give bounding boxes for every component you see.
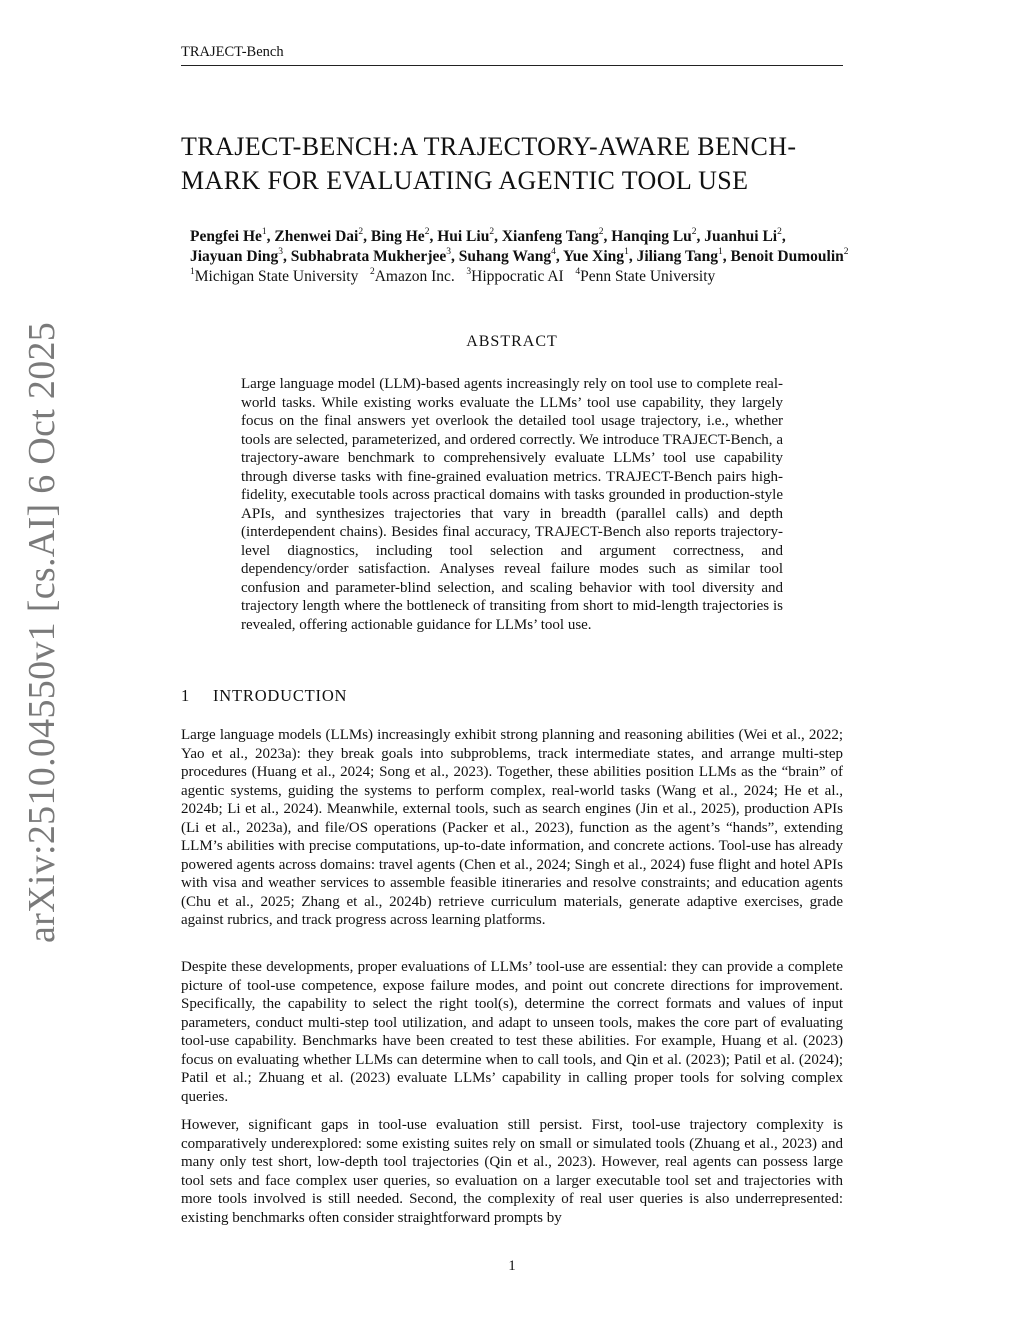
author-name: Zhenwei Dai	[274, 228, 359, 245]
affiliation-mark: 2	[369, 266, 375, 277]
author-affiliation-mark: 2	[424, 226, 430, 237]
author-separator: ,	[283, 248, 291, 265]
abstract-heading: ABSTRACT	[466, 333, 558, 350]
author-separator: ,	[781, 228, 786, 245]
author-affiliation-mark: 2	[843, 246, 849, 257]
abstract-text: Large language model (LLM)-based agents increasingly rely on tool use to complete real-world tasks. While existing works evaluate the LLMs’ tool use capability, they largely focus on the final answers yet overlook the detailed tool usage trajectory, i.e., whether tools are selected, parameterized, and ordered correctly. We introduce TRAJECT-Bench, a trajectory-aware benchmark to comprehensively evaluate LLMs’ tool use capability through diverse tasks with fine-grained evaluation metrics. TRAJECT-Bench pairs high-fidelity, executable tools across practical domains with tasks grounded in production-style APIs, and synthesizes trajectories that vary in breadth (parallel calls) and depth (interdependent chains). Besides final accuracy, TRAJECT-Bench also reports trajectory-level diagnostics, including tool selection and argument correctness, and dependency/order satisfaction. Analyses reveal failure modes such as similar tool confusion and parameter-blind selection, and scaling behavior with tool diversity and trajectory length where the bottleneck of transiting from short to mid-length trajectories is revealed, offering actionable guidance for LLMs’ tool use.	[241, 376, 783, 633]
author-name: Xianfeng Tang	[501, 228, 599, 245]
author-name: Juanhui Li	[704, 228, 778, 245]
arxiv-identifier-stamp: arXiv:2510.04550v1 [cs.AI] 6 Oct 2025	[21, 321, 63, 943]
author-name: Hui Liu	[437, 228, 490, 245]
author-affiliation-mark: 2	[358, 226, 364, 237]
author-name: Jiayuan Ding	[190, 248, 279, 265]
header-rule	[181, 65, 843, 66]
section-title: INTRODUCTION	[213, 686, 348, 705]
affiliation-name: Hippocratic AI	[471, 268, 564, 285]
author-name: Bing He	[370, 228, 425, 245]
page-number: 1	[508, 1258, 516, 1274]
author-name: Subhabrata Mukherjee	[290, 248, 447, 265]
author-name: Hanqing Lu	[611, 228, 692, 245]
author-affiliation-mark: 1	[717, 246, 723, 257]
author-row	[190, 247, 930, 267]
author-row	[190, 227, 930, 247]
intro-paragraph-2: Despite these developments, proper evaluations of LLMs’ tool-use are essential: they can provide a complete picture of tool-use competence, expose failure modes, and point out concrete directions for improvement. Specifically, the capability to select the right tool(s), determine the correct formats and values of input parameters, conduct multi-step tool utilization, and adapt to unseen tools, makes the core part of evaluating tool-use capability. Benchmarks have been created to test these abilities. For example, Huang et al. (2023) focus on evaluating whether LLMs can determine when to call tools, and Qin et al. (2023); Patil et al. (2024); Patil et al.; Zhuang et al. (2023) evaluate LLMs’ capability in calling proper tools for solving complex queries.	[181, 959, 843, 1105]
intro-paragraph-3: However, significant gaps in tool-use evaluation still persist. First, tool-use trajectory complexity is comparatively underexplored: some existing suites rely on small or simulated tools (Zhuang et al., 2023) and many only test short, low-depth tool trajectories (Qin et al., 2023). However, real agents can possess large tool sets and face complex user queries, so evaluation on a larger executable tool set and trajectories with more tools involved is still needed. Second, the complexity of real user queries is also underrepresented: existing benchmarks often consider straightforward prompts by	[181, 1117, 843, 1226]
affiliation-mark: 1	[190, 266, 195, 277]
paper-title	[181, 130, 861, 198]
affiliation-name: Amazon Inc.	[374, 268, 455, 285]
section-heading-introduction	[181, 686, 347, 706]
title-line-1: TRAJECT-BENCH:A TRAJECTORY-AWARE BENCH-	[181, 132, 797, 161]
author-name: Pengfei He	[190, 228, 262, 245]
author-separator: ,	[266, 228, 275, 245]
author-name: Benoit Dumoulin	[730, 248, 844, 265]
author-name: Jiliang Tang	[636, 248, 718, 265]
affiliation-name: Michigan State University	[194, 268, 359, 285]
author-name: Yue Xing	[563, 248, 625, 265]
section-number: 1	[181, 686, 191, 705]
author-affiliation-mark: 2	[598, 226, 604, 237]
author-affiliation-mark: 3	[446, 246, 451, 257]
author-affiliation-mark: 3	[278, 246, 284, 257]
author-affiliation-mark: 4	[551, 246, 556, 257]
author-separator: ,	[451, 248, 459, 265]
running-head: TRAJECT-Bench	[181, 44, 284, 60]
author-separator: ,	[603, 228, 612, 245]
author-name: Suhang Wang	[458, 248, 552, 265]
author-separator: ,	[429, 228, 438, 245]
author-affiliation-mark: 2	[691, 226, 697, 237]
affiliation-row	[190, 267, 930, 287]
author-block	[190, 227, 930, 287]
author-affiliation-mark: 2	[777, 226, 782, 237]
author-affiliation-mark: 1	[261, 226, 267, 237]
affiliation-name: Penn State University	[580, 268, 716, 285]
author-separator: ,	[363, 228, 371, 245]
author-separator: ,	[628, 248, 637, 265]
affiliation-mark: 3	[466, 266, 472, 277]
author-separator: ,	[696, 228, 705, 245]
author-separator: ,	[722, 248, 731, 265]
intro-paragraph-1: Large language models (LLMs) increasingly exhibit strong planning and reasoning abilities (Wei et al., 2022; Yao et al., 2023a): they break goals into subproblems, track intermediate states, and arrange multi-step procedures (Huang et al., 2024; Song et al., 2023). Together, these abilities position LLMs as the “brain” of agentic systems, guiding the systems to perform complex, real-world tasks (Wang et al., 2024; He et al., 2024b; Li et al., 2024). Meanwhile, external tools, such as search engines (Jin et al., 2025), production APIs (Li et al., 2023a), and file/OS operations (Packer et al., 2023), function as the agent’s “hands”, extending LLM’s abilities with precise computations, up-to-date information, and concrete actions. Tool-use has already powered agents across domains: travel agents (Chen et al., 2024; Singh et al., 2024) fuse flight and hotel APIs with visa and weather services to assemble feasible itineraries and resolve constraints; and education agents (Chu et al., 2025; Zhang et al., 2024b) retrieve curriculum materials, generate adaptive exercises, grade against rubrics, and track progress across learning platforms.	[181, 727, 843, 928]
author-affiliation-mark: 1	[624, 246, 629, 257]
author-affiliation-mark: 2	[489, 226, 495, 237]
title-line-2: MARK FOR EVALUATING AGENTIC TOOL USE	[181, 166, 749, 195]
affiliation-mark: 4	[575, 266, 581, 277]
author-separator: ,	[555, 248, 564, 265]
author-separator: ,	[494, 228, 502, 245]
